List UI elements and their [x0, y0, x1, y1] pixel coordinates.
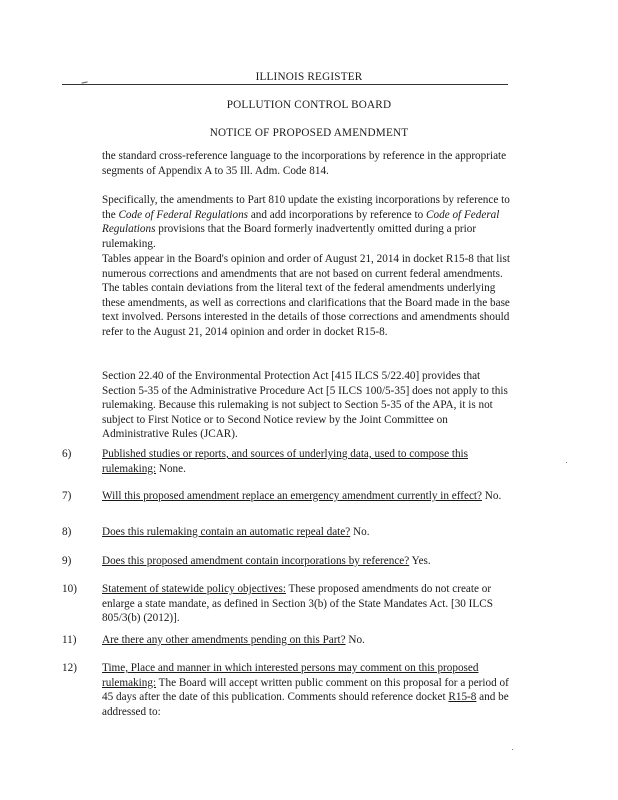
- paragraph-section-22-40: Section 22.40 of the Environmental Protection Act [415 ILCS 5/22.40] provides that Section 5-35 of the Administrative Procedure Act [5 ILCS 100/5-35] does not apply to this rulemaking. Because this rulemaking is not subject to Section 5-35 of the APA, it is not subject to First Notice or to Second Notice review by the Joint Committee on Administrative Rules (JCAR).: [102, 370, 508, 441]
- cfr-citation: Code of Federal Regulations: [118, 208, 249, 221]
- paragraph-cross-reference: the standard cross-reference language to the incorporations by reference in the appropriate segments of Appendix A to 35 Ill. Adm. Code 814.: [102, 150, 507, 177]
- cfr-citation: Code of Federal Regulations: [102, 208, 500, 236]
- item-label: Time, Place and manner in which interested persons may comment on this proposed rulemaking:: [102, 662, 479, 689]
- scan-speck: [566, 462, 567, 463]
- item-label: Are there any other amendments pending on this Part?: [102, 634, 346, 646]
- notice-title: NOTICE OF PROPOSED AMENDMENT: [209, 127, 409, 139]
- item-answer: No.: [350, 526, 370, 538]
- item-number: 8): [62, 526, 72, 538]
- item-answer: Yes.: [409, 555, 431, 567]
- item-body: [102, 447, 514, 476]
- item-label: Published studies or reports, and sources of underlying data, used to compose this rulemaking:: [102, 448, 469, 475]
- paragraph-text: and add incorporations by reference to: [248, 208, 427, 221]
- item-label: Does this rulemaking contain an automatic repeal date?: [102, 526, 351, 538]
- paragraph-text: provisions that the Board formerly inadvertently omitted during a prior rulemaking.: [102, 223, 477, 250]
- item-body: [102, 661, 514, 719]
- paragraph-tables: Tables appear in the Board's opinion and order of August 21, 2014 in docket R15-8 that list numerous corrections and amendments that are not based on current federal amendments. The tables contain deviations from the literal text of the federal amendments underlying these amendments, as well as corrections and clarifications that the Board made in the base text involved. Persons interested in the details of those corrections and amendments should refer to the August 21, 2014 opinion and order in docket R15-8.: [102, 253, 510, 338]
- item-number: 12): [62, 662, 77, 674]
- agency-title: POLLUTION CONTROL BOARD: [226, 99, 392, 111]
- item-answer: None.: [156, 462, 186, 475]
- register-title: ILLINOIS REGISTER: [255, 71, 363, 83]
- item-body: [102, 525, 514, 540]
- item-body: [102, 582, 514, 626]
- paragraph-specifically: [102, 193, 512, 251]
- item-number: 9): [62, 555, 72, 567]
- item-label: Does this proposed amendment contain incorporations by reference?: [102, 555, 410, 567]
- docket-reference: R15-8: [448, 691, 477, 704]
- item-body: [102, 554, 514, 569]
- item-body: [102, 489, 514, 504]
- item-number: 6): [62, 448, 72, 460]
- item-answer: No.: [345, 634, 365, 646]
- item-answer: No.: [481, 490, 502, 502]
- item-number: 7): [62, 490, 72, 502]
- item-label: Statement of statewide policy objectives:: [102, 583, 286, 595]
- item-number: 10): [62, 583, 77, 595]
- item-number: 11): [62, 634, 77, 646]
- item-label: Will this proposed amendment replace an emergency amendment currently in effect?: [102, 490, 482, 502]
- item-body: [102, 633, 514, 648]
- paragraph-text: Specifically, the amendments to Part 810 update the existing incorporations by reference to the: [102, 194, 510, 221]
- scan-speck: [512, 749, 513, 750]
- item-answer: and be addressed to:: [102, 691, 509, 718]
- item-answer: These proposed amendments do not create or enlarge a state mandate, as defined in Section 3(b) of the State Mandates Act. [30 ILCS 805/3(b) (2012)].: [102, 583, 493, 625]
- item-answer: The Board will accept written public comment on this proposal for a period of 45 days after the date of this publication. Comments should reference docket: [102, 676, 509, 704]
